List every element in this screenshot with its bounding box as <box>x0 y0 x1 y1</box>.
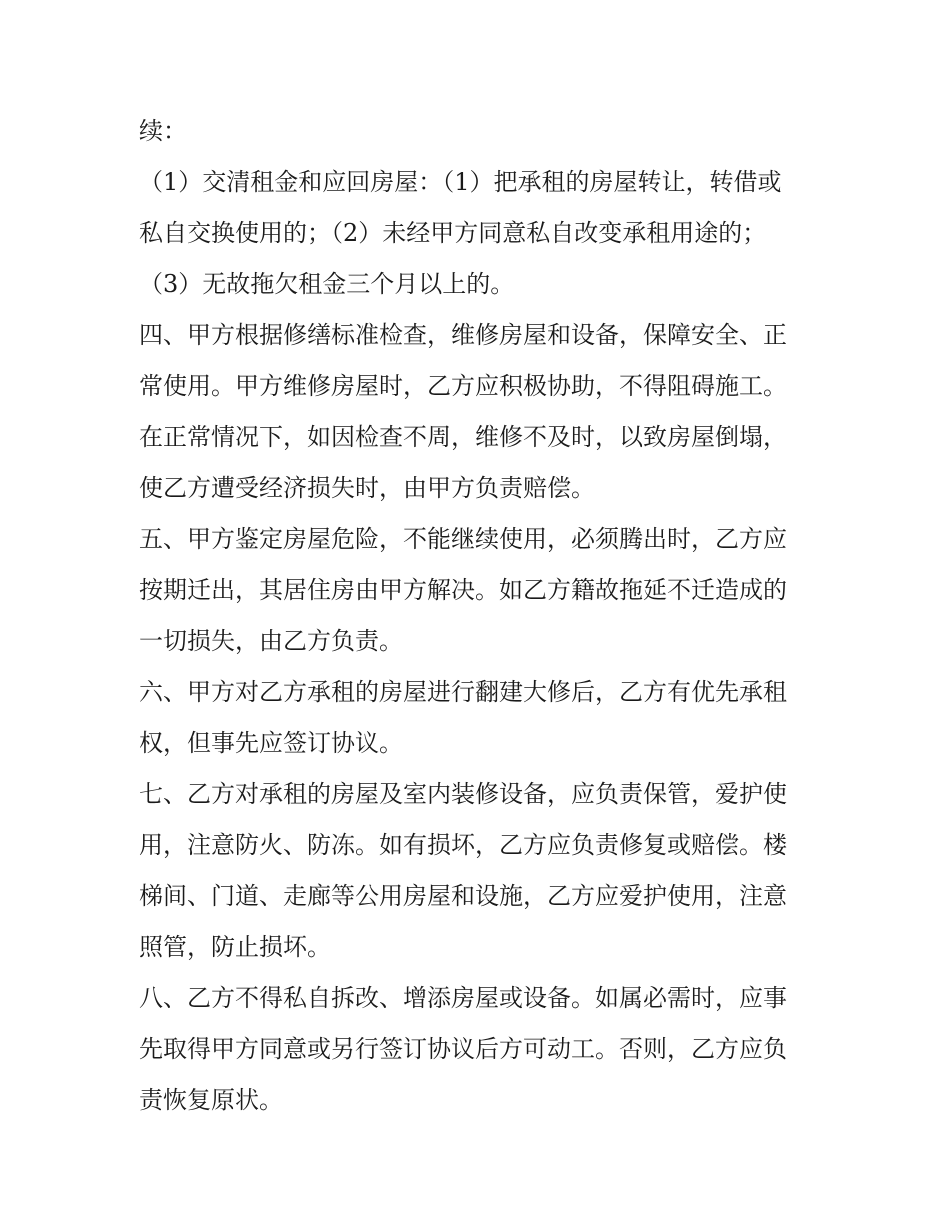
text-line: 七、乙方对承租的房屋及室内装修设备，应负责保管，爱护使 <box>139 780 787 808</box>
text-line: 一切损失，由乙方负责。 <box>139 627 403 655</box>
text-line: 常使用。甲方维修房屋时，乙方应积极协助，不得阻碍施工。 <box>139 372 787 400</box>
text-line: 使乙方遭受经济损失时，由甲方负责赔偿。 <box>139 474 595 502</box>
text-line: 按期迁出，其居住房由甲方解决。如乙方籍故拖延不迁造成的 <box>139 576 787 604</box>
text-line: 照管，防止损坏。 <box>139 933 331 961</box>
text-line: 四、甲方根据修缮标准检查，维修房屋和设备，保障安全、正 <box>139 321 787 349</box>
text-line: （3）无故拖欠租金三个月以上的。 <box>139 270 515 298</box>
text-line: 私自交换使用的；（2）未经甲方同意私自改变承租用途的； <box>139 219 767 247</box>
lease-clauses-text <box>139 106 819 1126</box>
text-line: 续： <box>139 117 187 145</box>
text-line: 权，但事先应签订协议。 <box>139 729 403 757</box>
text-line: 用，注意防火、防冻。如有损坏，乙方应负责修复或赔偿。楼 <box>139 831 787 859</box>
text-line: 梯间、门道、走廊等公用房屋和设施，乙方应爱护使用，注意 <box>139 882 787 910</box>
text-line: 六、甲方对乙方承租的房屋进行翻建大修后，乙方有优先承租 <box>139 678 787 706</box>
text-line: （1）交清租金和应回房屋：（1）把承租的房屋转让，转借或 <box>139 168 782 196</box>
text-line: 八、乙方不得私自拆改、增添房屋或设备。如属必需时，应事 <box>139 984 787 1012</box>
text-line: 五、甲方鉴定房屋危险，不能继续使用，必须腾出时，乙方应 <box>139 525 787 553</box>
text-line: 先取得甲方同意或另行签订协议后方可动工。否则，乙方应负 <box>139 1035 787 1063</box>
text-line: 在正常情况下，如因检查不周，维修不及时，以致房屋倒塌， <box>139 423 787 451</box>
text-line: 责恢复原状。 <box>139 1086 283 1114</box>
